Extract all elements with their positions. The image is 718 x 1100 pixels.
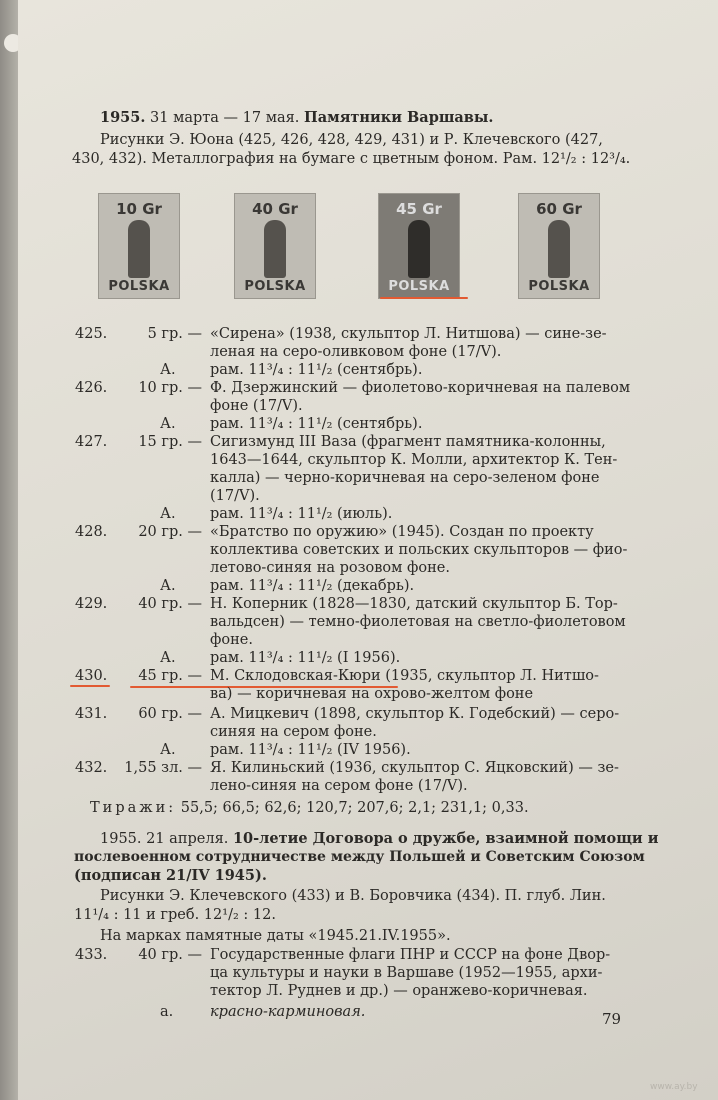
watermark: www.ay.by [650, 1082, 698, 1092]
monument-figure [128, 220, 150, 278]
section-heading: 1955. 21 апреля. 10-летие Договора о дружбе, взаимной помощи и [100, 830, 659, 847]
section-heading-line: послевоенном сотрудничестве между Польшей и Советским Союзом [74, 849, 645, 865]
variant-text: рам. 11³/₄ : 11¹/₂ (сентябрь). [210, 416, 423, 432]
entry-line: леная на серо-оливковом фоне (17/V). [210, 344, 502, 360]
entry-line: фоне. [210, 632, 253, 648]
variant-label: А. [160, 362, 176, 378]
red-pen-underline [70, 685, 110, 687]
stamp-image: 60 Gr POLSKA [518, 193, 600, 299]
page-number: 79 [602, 1010, 622, 1028]
entry-line: калла) — черно-коричневая на серо-зеленом фоне [210, 470, 600, 486]
section-heading-line: (подписан 21/IV 1945). [74, 867, 267, 884]
entry-line: вальдсен) — темно-фиолетовая на светло-фиолетовом [210, 614, 626, 630]
entry-line: лено-синяя на сером фоне (17/V). [210, 778, 468, 794]
note-line: На марках памятные даты «1945.21.IV.1955». [100, 928, 451, 944]
intro-line-1: Рисунки Э. Клечевского (433) и В. Боровчика (434). П. глуб. Лин. [100, 888, 606, 904]
entry-line: коллектива советских и польских скульпторов — фио- [210, 542, 628, 558]
print-runs: Тиражи: 55,5; 66,5; 62,6; 120,7; 207,6; 2,1; 231,1; 0,33. [90, 800, 529, 816]
entry-line: летово-синяя на розовом фоне. [210, 560, 450, 576]
entry-line: ца культуры и науки в Варшаве (1952—1955, архи- [210, 965, 603, 981]
stamp-image: 45 Gr POLSKA [378, 193, 460, 299]
stamp-images [18, 193, 718, 303]
variant-label: а. [160, 1004, 174, 1020]
entry-line: синяя на сером фоне. [210, 724, 377, 740]
entry-line: фоне (17/V). [210, 398, 303, 414]
variant-label: А. [160, 650, 176, 666]
intro-line-2: 430, 432). Металлография на бумаге с цветным фоном. Рам. 12¹/₂ : 12³/₄. [72, 151, 631, 167]
variant-label: А. [160, 578, 176, 594]
entry-line: ва) — коричневая на охрово-желтом фоне [210, 686, 534, 702]
variant-label: А. [160, 742, 176, 758]
variant-text: рам. 11³/₄ : 11¹/₂ (июль). [210, 506, 393, 522]
stamp-image: 10 Gr POLSKA [98, 193, 180, 299]
stamp-image: 40 Gr POLSKA [234, 193, 316, 299]
entry-line: тектор Л. Руднев и др.) — оранжево-коричневая. [210, 983, 588, 999]
variant-text: рам. 11³/₄ : 11¹/₂ (I 1956). [210, 650, 401, 666]
monument-figure [408, 220, 430, 278]
red-pen-underline [380, 297, 468, 299]
entry-line: (17/V). [210, 488, 260, 504]
monument-figure [548, 220, 570, 278]
monument-figure [264, 220, 286, 278]
variant-text: красно-карминовая. [210, 1004, 366, 1020]
intro-line-2: 11¹/₄ : 11 и греб. 12¹/₂ : 12. [74, 907, 276, 923]
entry-line: 1643—1644, скульптор К. Молли, архитектор К. Тен- [210, 452, 618, 468]
variant-label: А. [160, 416, 176, 432]
book-page: 1955. 31 марта — 17 мая. Памятники Варшавы. Рисунки Э. Юона (425, 426, 428, 429, 431) и Р. Клечевского (427, 430, 432). Металлография на бумаге с цветным фоном. Рам. 12¹/₂ : 12³/₄. 10 Gr POLSKA 40 Gr POLSKA 45 Gr POLSKA 60 Gr POLSKA 425. 5 гр. — «Сирена» (1938, скульптор Л. Нитшова) — сине-зе- леная на серо-оливковом фоне (17/V). А. рам. 11³/₄ : 11¹/₂ (сентябрь). 426. 10 гр. — Ф. Дзержинский — фиолетово-коричневая на палевом фоне (17/V). А. рам. 11³/₄ : 11¹/₂ (сентябрь). 427. 15 гр. — Сигизмунд III Ваза (фрагмент памятника-колонны, 1643—1644, скульптор К. Молли, архитектор К. Тен- калла) — черно-коричневая на серо-зеленом фоне (17/V). А. рам. 11³/₄ : 11¹/₂ (июль). 428. 20 гр. — «Братство по оружию» (1945). Создан по проекту коллектива советских и польских скульпторов — фио- летово-синяя на розовом фоне. А. рам. 11³/₄ : 11¹/₂ (декабрь). 429. 40 гр. — Н. Коперник (1828—1830, датский скульптор Б. Тор- вальдсен) — темно-фиолетовая на светло-фиолетовом фоне. А. рам. 11³/₄ : 11¹/₂ (I 1956). 430. 45 гр. — М. Склодовская-Кюри (1935, скульптор Л. Нитшо- ва) — коричневая на охрово-желтом фоне 431. 60 гр. — А. Мицкевич (1898, скульптор К. Годебский) — серо- синяя на сером фоне. А. рам. 11³/₄ : 11¹/₂ (IV 1956). 432. 1,55 зл. — Я. Килиньский (1936, скульптор С. Яцковский) — зе- лено-синяя на сером фоне (17/V). Тиражи: 55,5; 66,5; 62,6; 120,7; 207,6; 2,1; 231,1; 0,33. 1955. 21 апреля. 10-летие Договора о дружбе, взаимной помощи и послевоенном сотрудничестве между Польшей и Советским Союзом (подписан 21/IV 1945). Рисунки Э. Клечевского (433) и В. Боровчика (434). П. глуб. Лин. 11¹/₄ : 11 и греб. 12¹/₂ : 12. На марках памятные даты «1945.21.IV.1955». 433. 40 гр. — Государственные флаги ПНР и СССР на фоне Двор- ца культуры и науки в Варшаве (1952—1955, архи- тектор Л. Руднев и др.) — оранжево-коричневая. а. красно-карминовая. 79 [18, 0, 718, 1100]
variant-text: рам. 11³/₄ : 11¹/₂ (IV 1956). [210, 742, 411, 758]
section-heading: 1955. 31 марта — 17 мая. Памятники Варшавы. [100, 109, 494, 126]
variant-label: А. [160, 506, 176, 522]
variant-text: рам. 11³/₄ : 11¹/₂ (сентябрь). [210, 362, 423, 378]
variant-text: рам. 11³/₄ : 11¹/₂ (декабрь). [210, 578, 415, 594]
intro-line-1: Рисунки Э. Юона (425, 426, 428, 429, 431) и Р. Клечевского (427, [100, 132, 603, 148]
